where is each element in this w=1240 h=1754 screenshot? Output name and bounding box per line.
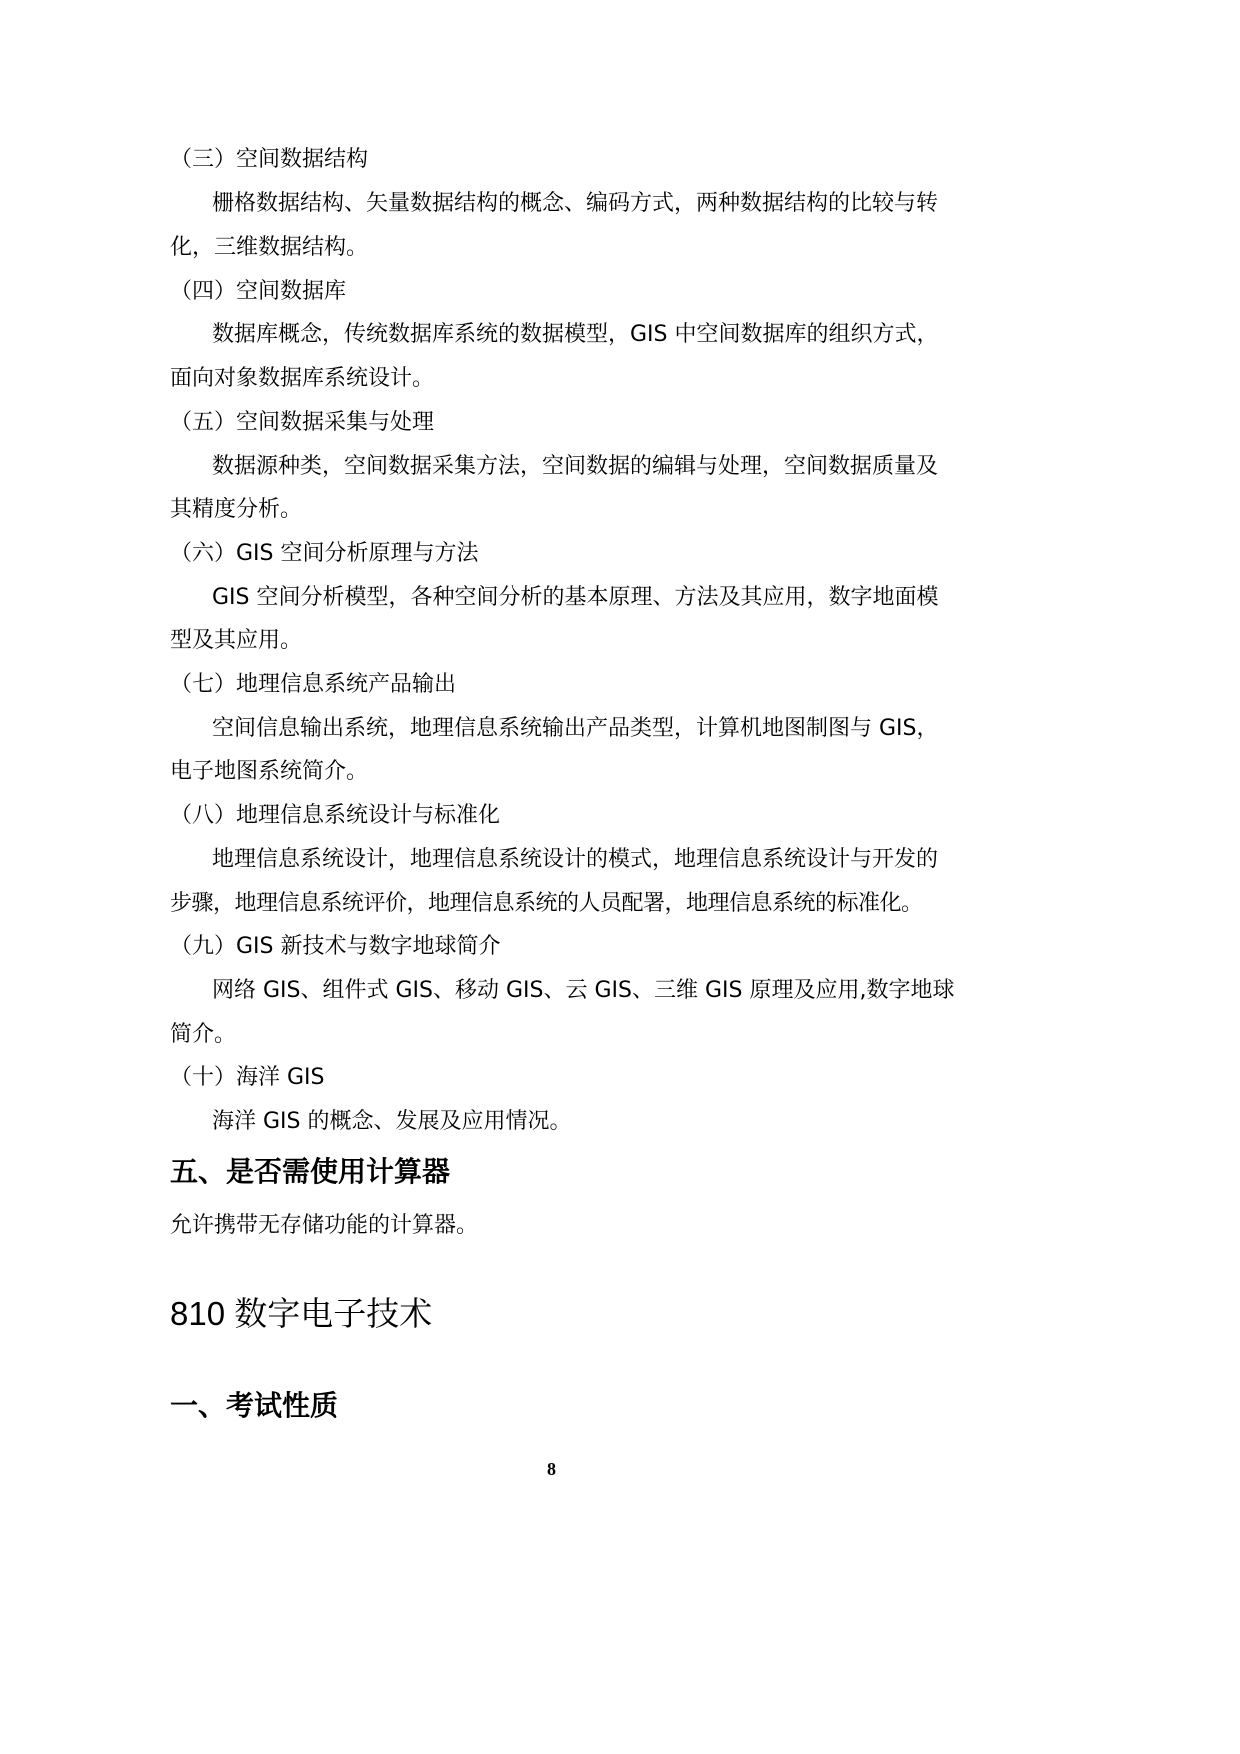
- section-9-paragraph-line-2: 简介。: [170, 1022, 237, 1047]
- section-heading-9: （九）GIS 新技术与数字地球简介: [170, 934, 501, 959]
- section-7-paragraph-line-1: 空间信息输出系统，地理信息系统输出产品类型，计算机地图制图与 GIS，: [212, 716, 939, 741]
- section-5-paragraph-line-2: 其精度分析。: [170, 497, 303, 522]
- section-heading-5: （五）空间数据采集与处理: [170, 410, 435, 435]
- section-9-paragraph-line-1: 网络 GIS、组件式 GIS、移动 GIS、云 GIS、三维 GIS 原理及应用,数字地球: [212, 978, 955, 1003]
- course-title: 810 数字电子技术: [170, 1295, 433, 1332]
- section-heading-4: （四）空间数据库: [170, 279, 347, 304]
- section-4-paragraph-line-1: 数据库概念，传统数据库系统的数据模型，GIS 中空间数据库的组织方式，: [212, 322, 939, 347]
- section-10-paragraph-line-1: 海洋 GIS 的概念、发展及应用情况。: [212, 1109, 572, 1134]
- section-five-title: 五、是否需使用计算器: [170, 1155, 451, 1188]
- section-5-paragraph-line-1: 数据源种类，空间数据采集方法，空间数据的编辑与处理，空间数据质量及: [212, 454, 939, 479]
- section-3-paragraph-line-2: 化，三维数据结构。: [170, 235, 369, 260]
- section-8-paragraph-line-1: 地理信息系统设计，地理信息系统设计的模式，地理信息系统设计与开发的: [212, 847, 939, 872]
- section-heading-8: （八）地理信息系统设计与标准化: [170, 803, 501, 828]
- section-4-paragraph-line-2: 面向对象数据库系统设计。: [170, 366, 435, 391]
- section-8-paragraph-line-2: 步骤，地理信息系统评价，地理信息系统的人员配署，地理信息系统的标准化。: [170, 891, 923, 916]
- section-6-paragraph-line-2: 型及其应用。: [170, 628, 303, 653]
- section-7-paragraph-line-2: 电子地图系统简介。: [170, 759, 369, 784]
- section-heading-10: （十）海洋 GIS: [170, 1065, 325, 1090]
- section-heading-7: （七）地理信息系统产品输出: [170, 672, 457, 697]
- section-3-paragraph-line-1: 栅格数据结构、矢量数据结构的概念、编码方式，两种数据结构的比较与转: [212, 191, 939, 216]
- section-heading-3: （三）空间数据结构: [170, 147, 369, 172]
- section-five-text: 允许携带无存储功能的计算器。: [170, 1213, 479, 1238]
- section-one-title: 一、考试性质: [170, 1389, 339, 1422]
- section-6-paragraph-line-1: GIS 空间分析模型，各种空间分析的基本原理、方法及其应用，数字地面模: [212, 585, 939, 610]
- section-heading-6: （六）GIS 空间分析原理与方法: [170, 541, 479, 566]
- page-number: 8: [547, 1459, 556, 1479]
